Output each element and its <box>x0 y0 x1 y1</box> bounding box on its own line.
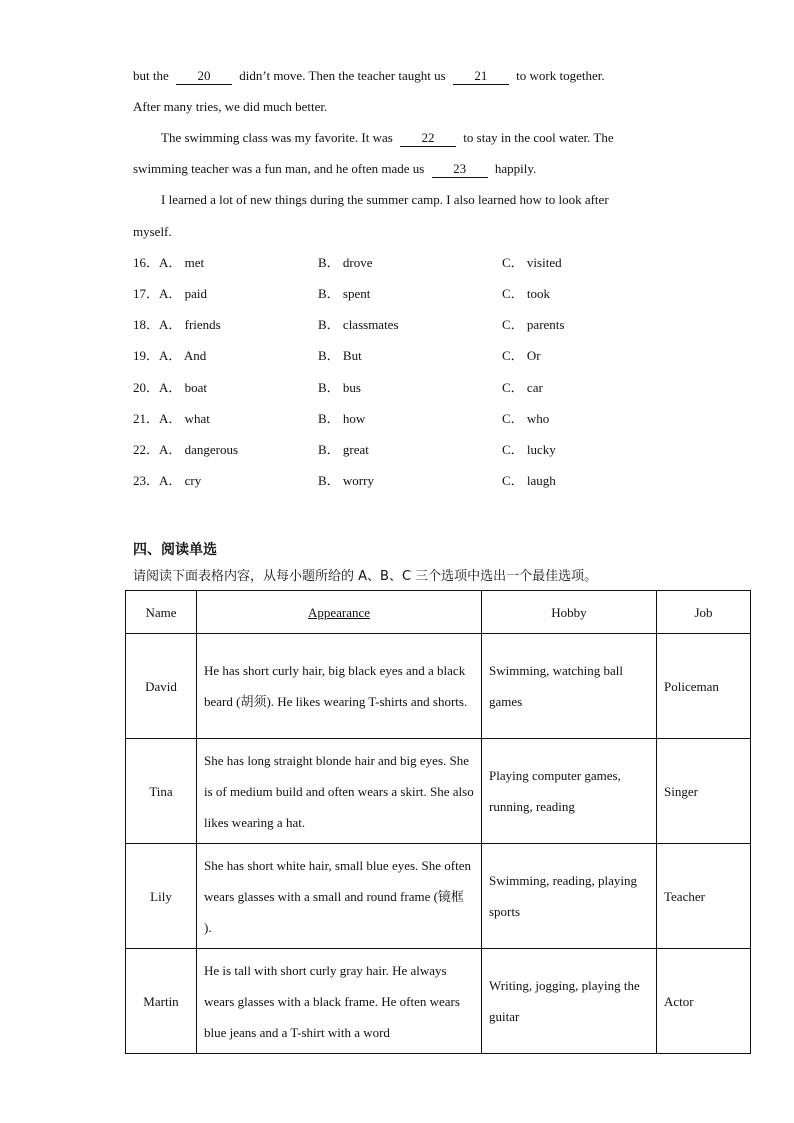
option-c: C． who <box>502 411 550 426</box>
option-a: 21．A． what <box>133 411 210 426</box>
option-a: 16．A． met <box>133 255 205 270</box>
cell-name: Tina <box>126 739 197 844</box>
cell-appearance: She has long straight blonde hair and big eyes. She is of medium build and often wears a skirt. She also likes wearing a hat. <box>197 739 482 844</box>
answer-blank: 20 <box>176 68 232 85</box>
cell-appearance: She has short white hair, small blue eyes. She often wears glasses with a small and round frame (镜框 ). <box>197 844 482 949</box>
option-b: B． bus <box>318 380 361 395</box>
option-c: C． parents <box>502 317 565 332</box>
cell-job: Policeman <box>657 634 751 739</box>
cell-job: Actor <box>657 949 751 1054</box>
passage-line: After many tries, we did much better. <box>133 99 328 114</box>
cell-job: Teacher <box>657 844 751 949</box>
passage-text: swimming teacher was a fun man, and he often made us <box>133 161 425 176</box>
table-row <box>126 634 751 739</box>
option-c: C． lucky <box>502 442 556 457</box>
option-b: B． how <box>318 411 366 426</box>
cell-name: Lily <box>126 844 197 949</box>
cell-hobby: Swimming, reading, playing sports <box>482 844 657 949</box>
section-instruction: 请阅读下面表格内容，从每小题所给的 A、B、C 三个选项中选出一个最佳选项。 <box>133 569 598 584</box>
option-a: 20．A． boat <box>133 380 208 395</box>
option-c: C． Or <box>502 348 541 363</box>
table-row <box>126 739 751 844</box>
cell-appearance: He has short curly hair, big black eyes and a black beard (胡须). He likes wearing T-shirts and shorts. <box>197 634 482 739</box>
info-table <box>125 590 751 1054</box>
passage-line <box>161 128 614 148</box>
option-a: 19．A． And <box>133 348 207 363</box>
passage-text: happily. <box>494 161 537 176</box>
cell-appearance: He is tall with short curly gray hair. He always wears glasses with a black frame. He often wears blue jeans and a T-shirt with a word <box>197 949 482 1054</box>
cell-hobby: Playing computer games, running, reading <box>482 739 657 844</box>
cell-hobby: Swimming, watching ball games <box>482 634 657 739</box>
passage-line <box>133 66 605 86</box>
passage-text: didn’t move. Then the teacher taught us <box>239 68 446 83</box>
passage-text: but the <box>133 68 169 83</box>
table-header-row <box>126 591 751 634</box>
cell-hobby: Writing, jogging, playing the guitar <box>482 949 657 1054</box>
passage-line: I learned a lot of new things during the summer camp. I also learned how to look after <box>161 192 609 207</box>
option-a: 22．A． dangerous <box>133 442 239 457</box>
cell-job: Singer <box>657 739 751 844</box>
option-b: B． great <box>318 442 369 457</box>
option-b: B． classmates <box>318 317 399 332</box>
header-appearance: Appearance <box>197 591 482 634</box>
passage-text: to stay in the cool water. The <box>463 130 614 145</box>
header-job: Job <box>657 591 751 634</box>
option-a: 23．A． cry <box>133 473 202 488</box>
option-c: C． laugh <box>502 473 556 488</box>
option-a: 18．A． friends <box>133 317 221 332</box>
section-title: 四、阅读单选 <box>133 542 217 558</box>
passage-line <box>133 159 536 179</box>
option-a: 17．A． paid <box>133 286 208 301</box>
option-b: B． drove <box>318 255 373 270</box>
passage-text: The swimming class was my favorite. It was <box>161 130 393 145</box>
header-hobby: Hobby <box>482 591 657 634</box>
passage-text: to work together. <box>516 68 605 83</box>
header-name: Name <box>126 591 197 634</box>
option-c: C． car <box>502 380 543 395</box>
answer-blank: 23 <box>432 161 488 178</box>
cell-name: David <box>126 634 197 739</box>
option-b: B． worry <box>318 473 374 488</box>
option-b: B． spent <box>318 286 371 301</box>
answer-blank: 21 <box>453 68 509 85</box>
option-b: B． But <box>318 348 362 363</box>
cell-name: Martin <box>126 949 197 1054</box>
passage-line: myself. <box>133 224 172 239</box>
option-c: C． visited <box>502 255 562 270</box>
option-c: C． took <box>502 286 551 301</box>
table-row <box>126 844 751 949</box>
answer-blank: 22 <box>400 130 456 147</box>
table-row <box>126 949 751 1054</box>
